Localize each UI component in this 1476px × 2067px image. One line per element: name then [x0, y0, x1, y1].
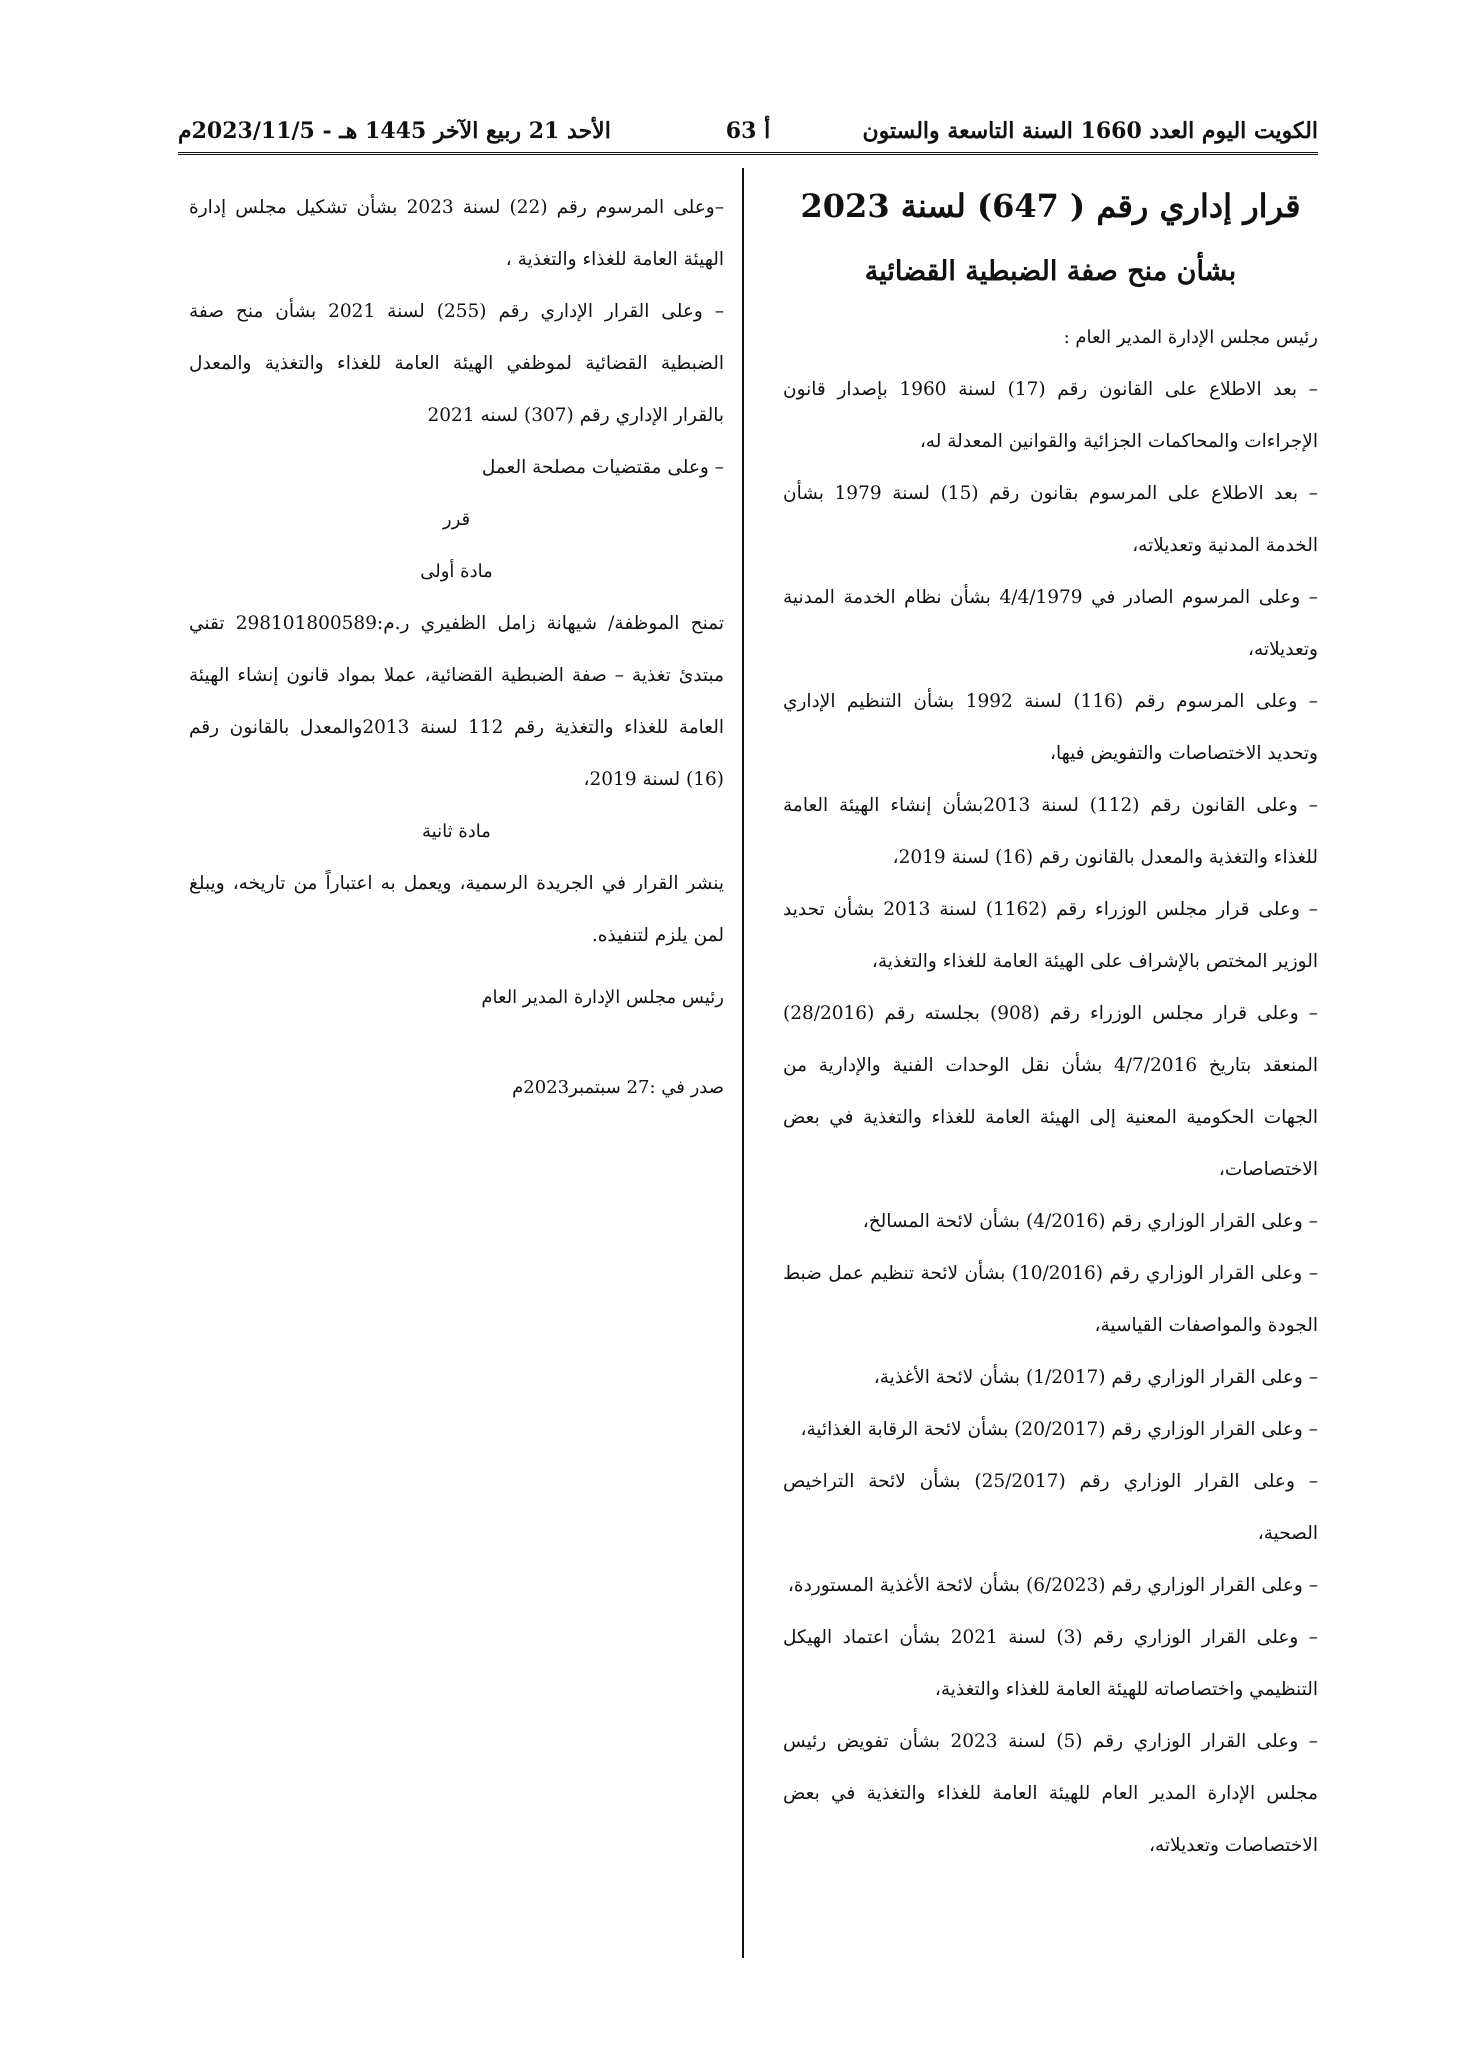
preamble-list-left: [189, 182, 724, 494]
preamble-item: – وعلى القرار الوزاري رقم (25/2017) بشأن لائحة التراخيص الصحية،: [783, 1471, 1319, 1544]
header-issue-info: الكويت اليوم العدد 1660 السنة التاسعة والستون: [862, 118, 1318, 144]
article-1-label: مادة أولى: [420, 561, 493, 582]
preamble-item: – وعلى المرسوم رقم (116) لسنة 1992 بشأن التنظيم الإداري وتحديد الاختصاصات والتفويض فيها،: [783, 691, 1319, 764]
preamble-item: – وعلى القرار الوزاري رقم (20/2017) بشأن لائحة الرقابة الغذائية،: [800, 1419, 1318, 1440]
left-column: [189, 182, 724, 1114]
signature-line: رئيس مجلس الإدارة المدير العام: [481, 987, 724, 1008]
preamble-item: – وعلى قرار مجلس الوزراء رقم (1162) لسنة 2013 بشأن تحديد الوزير المختص بالإشراف على الهيئة العامة للغذاء والتغذية،: [783, 899, 1318, 972]
right-column: [783, 182, 1318, 1872]
preamble-item: – وعلى القرار الوزاري رقم (5) لسنة 2023 بشأن تفويض رئيس مجلس الإدارة المدير العام للهيئة العامة للغذاء والتغذية في بعض الاختصاصات وتعديلاته،: [783, 1731, 1318, 1856]
preamble-item: – وعلى القرار الإداري رقم (255) لسنة 2021 بشأن منح صفة الضبطية القضائية لموظفي الهيئة العامة للغذاء والتغذية والمعدل بالقرار الإداري رقم (307) لسنه 2021: [189, 301, 724, 426]
running-header: [178, 118, 1318, 155]
preamble-item: –وعلى المرسوم رقم (22) لسنة 2023 بشأن تشكيل مجلس إدارة الهيئة العامة للغذاء والتغذية ،: [189, 197, 724, 270]
preamble-item: – وعلى القانون رقم (112) لسنة 2013بشأن إنشاء الهيئة العامة للغذاء والتغذية والمعدل بالقانون رقم (16) لسنة 2019،: [783, 795, 1318, 868]
issue-date: صدر في :27 سبتمبر2023م: [512, 1077, 724, 1098]
decree-title: قرار إداري رقم ( 647) لسنة 2023: [800, 187, 1301, 225]
article-2-label: مادة ثانية: [422, 821, 491, 842]
preamble-item: – وعلى القرار الوزاري رقم (4/2016) بشأن لائحة المسالخ،: [862, 1211, 1318, 1232]
issuer-line: رئيس مجلس الإدارة المدير العام :: [1063, 327, 1318, 348]
preamble-list-right: [783, 364, 1318, 1872]
decided-label: قرر: [442, 509, 471, 530]
preamble-item: – وعلى القرار الوزاري رقم (1/2017) بشأن لائحة الأغذية،: [873, 1367, 1318, 1388]
preamble-item: – وعلى قرار مجلس الوزراء رقم (908) بجلسته رقم (28/2016) المنعقد بتاريخ 4/7/2016 بشأن نقل الوحدات الفنية والإدارية من الجهات الحكومية المعنية إلى الهيئة العامة للغذاء والتغذية في بعض الاختصاصات،: [783, 1003, 1319, 1180]
column-divider: [742, 168, 744, 1958]
preamble-item: – وعلى القرار الوزاري رقم (6/2023) بشأن لائحة الأغذية المستوردة،: [787, 1575, 1318, 1596]
preamble-item: – بعد الاطلاع على المرسوم بقانون رقم (15) لسنة 1979 بشأن الخدمة المدنية وتعديلاته،: [783, 483, 1318, 556]
preamble-item: – بعد الاطلاع على القانون رقم (17) لسنة 1960 بإصدار قانون الإجراءات والمحاكمات الجزائية والقوانين المعدلة له،: [783, 379, 1319, 452]
header-date: الأحد 21 ربيع الآخر 1445 هـ - 2023/11/5م: [178, 118, 611, 144]
preamble-item: – وعلى القرار الوزاري رقم (10/2016) بشأن لائحة تنظيم عمل ضبط الجودة والمواصفات القياسية،: [783, 1263, 1318, 1336]
page-number: أ 63: [725, 118, 771, 144]
decree-subtitle: بشأن منح صفة الضبطية القضائية: [864, 256, 1237, 287]
article-1-text: تمنح الموظفة/ شيهانة زامل الظفيري ر.م:298101800589 تقني مبتدئ تغذية – صفة الضبطية القضائية، عملا بمواد قانون إنشاء الهيئة العامة للغذاء والتغذية رقم 112 لسنة 2013والمعدل بالقانون رقم (16) لسنة 2019،: [189, 613, 724, 790]
preamble-item: – وعلى مقتضيات مصلحة العمل: [481, 457, 724, 478]
preamble-item: – وعلى القرار الوزاري رقم (3) لسنة 2021 بشأن اعتماد الهيكل التنظيمي واختصاصاته للهيئة العامة للغذاء والتغذية،: [783, 1627, 1319, 1700]
preamble-item: – وعلى المرسوم الصادر في 4/4/1979 بشأن نظام الخدمة المدنية وتعديلاته،: [783, 587, 1318, 660]
article-2-text: ينشر القرار في الجريدة الرسمية، ويعمل به اعتباراً من تاريخه، ويبلغ لمن يلزم لتنفيذه.: [189, 873, 724, 946]
